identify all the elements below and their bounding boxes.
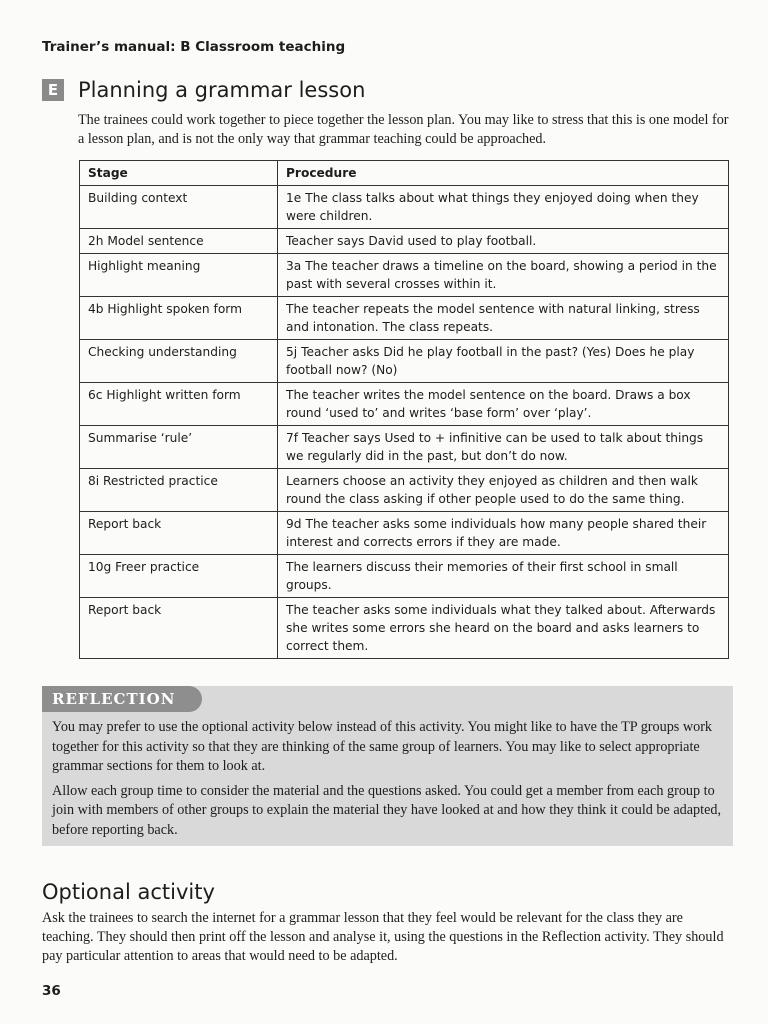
section-title: Planning a grammar lesson <box>78 78 366 102</box>
procedure-text: The learners discuss their memories of their first school in small groups. <box>286 560 678 592</box>
table-row <box>80 340 729 383</box>
optional-activity-title: Optional activity <box>42 880 215 904</box>
stage-cell: Report back <box>80 598 278 659</box>
reflection-paragraph: Allow each group time to consider the material and the questions asked. You could get a member from each group to join with members of other groups to explain the material they have looked at and how they think it could be adapted, before reporting back. <box>52 782 722 838</box>
procedure-tag: 7f <box>286 431 299 445</box>
intro-paragraph: The trainees could work together to piece together the lesson plan. You may like to stress that this is one model for a lesson plan, and is not the only way that grammar teaching could be approached. <box>78 112 729 147</box>
stage-cell: Report back <box>80 512 278 555</box>
stage-cell: 10g Freer practice <box>80 555 278 598</box>
table-row <box>80 229 729 254</box>
procedure-text: The teacher asks some individuals what they talked about. Afterwards she writes some errors she heard on the board and asks learners to correct them. <box>286 603 716 653</box>
table-row <box>80 383 729 426</box>
table-row <box>80 598 729 659</box>
stage-cell: Building context <box>80 186 278 229</box>
table-row <box>80 297 729 340</box>
procedure-text: Teacher says Used to + infinitive can be used to talk about things we regularly did in the past, but don’t do now. <box>286 431 704 463</box>
lesson-plan-table <box>79 160 729 659</box>
table-row <box>80 254 729 297</box>
procedure-cell <box>278 340 729 383</box>
procedure-cell <box>278 383 729 426</box>
table-row <box>80 426 729 469</box>
table-header-row <box>80 161 729 186</box>
procedure-cell <box>278 426 729 469</box>
procedure-cell <box>278 469 729 512</box>
procedure-text: The teacher draws a timeline on the board, showing a period in the past with several crosses within it. <box>286 259 717 291</box>
reflection-paragraph: You may prefer to use the optional activity below instead of this activity. You might like to have the TP groups work together for this activity so that they are thinking of the same group of learners. You may like to select appropriate grammar sections for them to look at. <box>52 719 713 774</box>
procedure-text: Teacher asks Did he play football in the past? (Yes) Does he play football now? (No) <box>286 345 695 377</box>
column-header-stage: Stage <box>80 161 278 186</box>
table-row <box>80 469 729 512</box>
procedure-cell <box>278 555 729 598</box>
procedure-cell <box>278 229 729 254</box>
reflection-text <box>52 718 724 845</box>
column-header-procedure: Procedure <box>278 161 729 186</box>
procedure-text: Teacher says David used to play football. <box>286 234 537 248</box>
reflection-label: REFLECTION <box>42 686 202 712</box>
table-row <box>80 512 729 555</box>
table-row <box>80 555 729 598</box>
procedure-tag: 3a <box>286 259 302 273</box>
section-heading <box>42 78 365 102</box>
procedure-tag: 1e <box>286 191 302 205</box>
stage-cell: Summarise ‘rule’ <box>80 426 278 469</box>
reflection-box <box>42 686 733 846</box>
procedure-text: The teacher writes the model sentence on the board. Draws a box round ‘used to’ and writes ‘base form’ over ‘play’. <box>286 388 691 420</box>
procedure-cell <box>278 254 729 297</box>
stage-cell: 6c Highlight written form <box>80 383 278 426</box>
running-header: Trainer’s manual: B Classroom teaching <box>42 39 346 55</box>
procedure-text: The teacher repeats the model sentence with natural linking, stress and intonation. The class repeats. <box>286 302 700 334</box>
stage-cell: Highlight meaning <box>80 254 278 297</box>
page-number: 36 <box>42 983 61 999</box>
table-row <box>80 186 729 229</box>
optional-activity-text: Ask the trainees to search the internet for a grammar lesson that they feel would be relevant for the class they are teaching. They should then print off the lesson and analyse it, using the questions in the Reflection activity. They should pay particular attention to areas that would need to be adapted. <box>42 910 724 964</box>
procedure-text: Learners choose an activity they enjoyed as children and then walk round the class asking if other people used to do the same thing. <box>286 474 698 506</box>
procedure-cell <box>278 512 729 555</box>
table-body <box>80 186 729 659</box>
procedure-cell <box>278 297 729 340</box>
procedure-cell <box>278 598 729 659</box>
procedure-cell <box>278 186 729 229</box>
procedure-tag: 5j <box>286 345 298 359</box>
stage-cell: 8i Restricted practice <box>80 469 278 512</box>
procedure-tag: 9d <box>286 517 302 531</box>
stage-cell: 2h Model sentence <box>80 229 278 254</box>
section-letter-badge: E <box>42 79 64 101</box>
procedure-text: The teacher asks some individuals how many people shared their interest and corrects errors if they are made. <box>286 517 707 549</box>
stage-cell: 4b Highlight spoken form <box>80 297 278 340</box>
procedure-text: The class talks about what things they enjoyed doing when they were children. <box>286 191 699 223</box>
stage-cell: Checking understanding <box>80 340 278 383</box>
